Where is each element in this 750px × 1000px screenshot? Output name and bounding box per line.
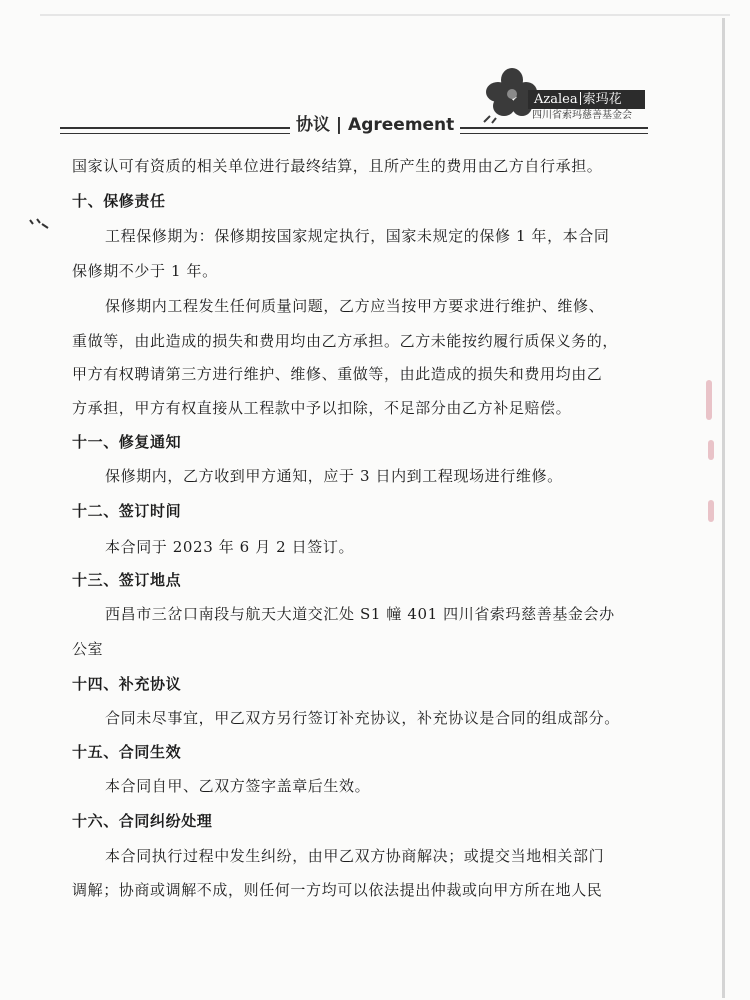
body-line: 西昌市三岔口南段与航天大道交汇处 S1 幢 401 四川省索玛慈善基金会办: [105, 605, 615, 623]
page-top-edge: [40, 14, 730, 16]
section-heading: 十三、签订地点: [72, 571, 182, 589]
logo-subtitle: 四川省索玛慈善基金会: [532, 110, 632, 121]
section-heading: 十四、补充协议: [72, 675, 182, 693]
page-right-edge: [722, 18, 725, 998]
scan-speck: [28, 216, 50, 230]
body-line: 合同未尽事宜，甲乙双方另行签订补充协议，补充协议是合同的组成部分。: [105, 709, 620, 727]
section-heading: 十、保修责任: [72, 192, 166, 210]
section-heading: 十五、合同生效: [72, 743, 182, 761]
body-line: 调解；协商或调解不成，则任何一方均可以依法提出仲裁或向甲方所在地人民: [72, 881, 603, 899]
body-line: 保修期内，乙方收到甲方通知，应于 3 日内到工程现场进行维修。: [105, 467, 563, 485]
body-line: 本合同于 2023 年 6 月 2 日签订。: [105, 538, 355, 556]
logo-separator: [580, 92, 581, 105]
logo-brand-band: [528, 90, 645, 109]
body-line: 重做等，由此造成的损失和费用均由乙方承担。乙方未能按约履行质保义务的，: [72, 332, 619, 350]
edge-stain: [706, 380, 712, 420]
logo-brand-en: Azalea: [534, 92, 578, 107]
body-line: 公室: [72, 640, 104, 658]
section-heading: 十六、合同纠纷处理: [72, 812, 213, 830]
body-line: 工程保修期为：保修期按国家规定执行，国家未规定的保修 1 年，本合同: [105, 227, 610, 245]
foundation-logo: [478, 66, 648, 126]
edge-stain: [708, 500, 714, 522]
body-line: 本合同执行过程中发生纠纷，由甲乙双方协商解决；或提交当地相关部门: [105, 847, 605, 865]
section-heading: 十一、修复通知: [72, 433, 182, 451]
edge-stain: [708, 440, 714, 460]
logo-brand-cn: 索玛花: [582, 92, 622, 107]
body-line: 本合同自甲、乙双方签字盖章后生效。: [105, 777, 371, 795]
body-line: 方承担，甲方有权直接从工程款中予以扣除，不足部分由乙方补足赔偿。: [72, 399, 572, 417]
body-line: 国家认可有资质的相关单位进行最终结算，且所产生的费用由乙方自行承担。: [72, 157, 603, 175]
body-line: 甲方有权聘请第三方进行维护、维修、重做等，由此造成的损失和费用均由乙: [72, 365, 603, 383]
body-line: 保修期内工程发生任何质量问题，乙方应当按甲方要求进行维护、维修、: [105, 297, 605, 315]
header-title: 协议 | Agreement: [290, 112, 460, 138]
section-heading: 十二、签订时间: [72, 502, 182, 520]
body-line: 保修期不少于 1 年。: [72, 262, 218, 280]
